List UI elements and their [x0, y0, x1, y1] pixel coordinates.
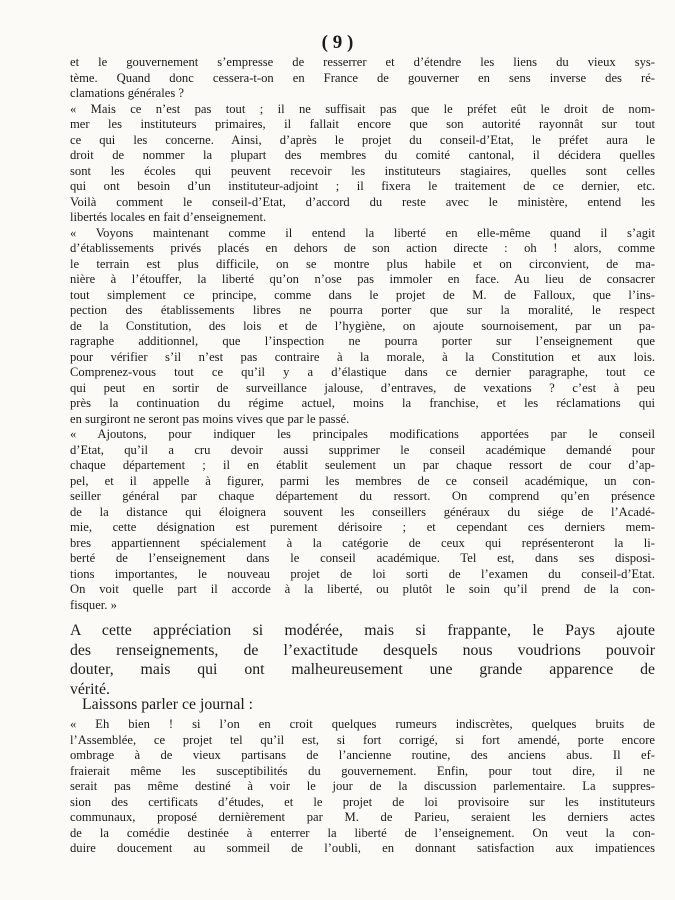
text-line: de la Constitution, des lois et de l’hygiène, on ajoute sournoisement, par un pa-	[70, 318, 655, 333]
text-line: nière à l’étouffer, la liberté qu’on n’ose pas immoler en face. Au lieu de consacrer	[70, 272, 655, 286]
text-line: duire doucement au sommeil de l’oubli, en donnant satisfaction aux impatiences	[70, 841, 655, 855]
commentary-paragraph	[70, 621, 655, 699]
text-line: douter, mais qui ont malheureusement une grande apparence de	[70, 661, 655, 678]
text-line: près la continuation du régime actuel, moins la franchise, et les réclamations qui	[70, 396, 655, 410]
text-line: fraierait même les susceptibilités du gouvernement. Enfin, pour tout dire, il ne	[70, 763, 655, 778]
text-line: fisquer. »	[70, 597, 117, 612]
text-line: tions importantes, le nouveau projet de loi sorti de l’examen du conseil-d’Etat.	[70, 566, 655, 581]
text-line: sont les écoles qui peuvent recevoir les instituteurs stagiaires, quelles sont celles	[70, 163, 655, 178]
text-line: l’Assemblée, ce projet tel qu’il est, si fort corrigé, si fort amendé, porte encore	[70, 732, 655, 747]
text-line: « Eh bien ! si l’on en croit quelques rumeurs indiscrètes, quelques bruits de	[70, 717, 655, 731]
text-line: « Mais ce n’est pas tout ; il ne suffisait pas que le préfet eût le droit de nom-	[70, 101, 655, 116]
text-line: mer les instituteurs primaires, il fallait encore que son autorité rayonnât sur tout	[70, 117, 655, 131]
text-line: sion des certificats d’études, et le projet de loi provisoire sur les instituteurs	[70, 794, 655, 809]
page-number: ( 9 )	[321, 32, 354, 53]
text-line: de la comédie destinée à enterrer la liberté de l’enseignement. On veut la con-	[70, 825, 655, 840]
text-line: chaque département ; il en établit seulement un par chaque ressort de cour d’ap-	[70, 458, 655, 472]
text-line: mie, cette désignation est purement dérisoire ; et cependant ces derniers mem-	[70, 520, 655, 534]
text-line: d’établissements privés placés en dehors de son action directe : oh ! alors, comme	[70, 241, 655, 255]
text-line: pour vérifier s’il n’est pas contraire à la morale, à la Constitution et aux lois.	[70, 349, 655, 364]
text-line: libertés locales en fait d’enseignement.	[70, 210, 267, 224]
text-line: « Ajoutons, pour indiquer les principales modifications apportées par le conseil	[70, 427, 655, 441]
quoted-passage-2	[70, 717, 655, 857]
text-line: bres appartiennent spécialement à la catégorie de ceux qui représenteront la li-	[70, 535, 655, 550]
text-line: d’Etat, qu’il a cru devoir aussi supprimer le conseil académique demandé pour	[70, 442, 655, 457]
text-line: Voilà comment le conseil-d’Etat, d’accord du reste avec le ministère, entend les	[70, 194, 655, 209]
text-line: de la distance qui éloignera souvent les conseillers généraux du siége de l’Acadé-	[70, 504, 655, 519]
text-line: Comprenez-vous tout ce qu’il y a d’élastique dans ce dernier paragraphe, tout ce	[70, 365, 655, 379]
text-line: communaux, proposé dernièrement par M. de Parieu, seraient les derniers actes	[70, 810, 655, 824]
text-line: et le gouvernement s’empresse de resserrer et d’étendre les liens du vieux sys-	[70, 55, 655, 69]
text-line: le terrain est plus difficile, on se montre plus habile et on circonvient, de ma-	[70, 256, 655, 271]
quoted-passage-1	[70, 55, 655, 613]
text-line: serait pas même destiné à voir le jour de la discussion parlementaire. La suppres-	[70, 779, 655, 793]
text-line: qui peut en sortir de surveillance jalouse, d’entraves, de vexations ? c’est à peu	[70, 380, 655, 395]
text-line: ombrage à de vieux partisans de l’ancienne routine, des anciens abus. Il ef-	[70, 748, 655, 762]
text-line: tout simplement ce principe, comme dans le projet de M. de Falloux, que l’ins-	[70, 287, 655, 302]
text-line: tème. Quand donc cessera-t-on en France de gouverner en sens inverse des ré-	[70, 70, 655, 85]
text-line: berté de l’enseignement dans le conseil académique. Tel est, dans ses disposi-	[70, 551, 655, 565]
text-line: seiller général par chaque département du ressort. On comprend qu’en présence	[70, 489, 655, 503]
text-line: pection des établissements libres ne pourra porter que sur la moralité, le respect	[70, 303, 655, 317]
text-line: qui ont besoin d’un instituteur-adjoint ; il fixera le traitement de ce dernier, etc.	[70, 179, 655, 193]
text-line: ragraphe additionnel, que l’inspection ne pourra porter sur l’enseignement que	[70, 334, 655, 348]
text-line: clamations générales ?	[70, 86, 184, 100]
text-line: A cette appréciation si modérée, mais si frappante, le Pays ajoute	[70, 622, 655, 639]
text-line: ce qui les concerne. Ainsi, d’après le projet du conseil-d’Etat, le préfet aura le	[70, 132, 655, 147]
text-line: en surgiront ne seront pas moins vives que par le passé.	[70, 411, 350, 426]
text-line: « Voyons maintenant comme il entend la liberté en elle-même quand il s’agit	[70, 225, 655, 240]
intro-line	[82, 695, 655, 715]
text-line: Laissons parler ce journal :	[82, 696, 254, 713]
text-line: des renseignements, de l’exactitude desquels nous voudrions pouvoir	[70, 641, 655, 659]
text-line: droit de nommer la plupart des membres du comité cantonal, il décidera quelles	[70, 148, 655, 162]
text-line: On voit quelle part il accorde à la liberté, ou plutôt le soin qu’il prend de la con-	[70, 582, 655, 596]
text-line: pel, et il appelle à figurer, parmi les membres de ce conseil académique, un con-	[70, 473, 655, 488]
text-line: vérité.	[70, 680, 110, 698]
